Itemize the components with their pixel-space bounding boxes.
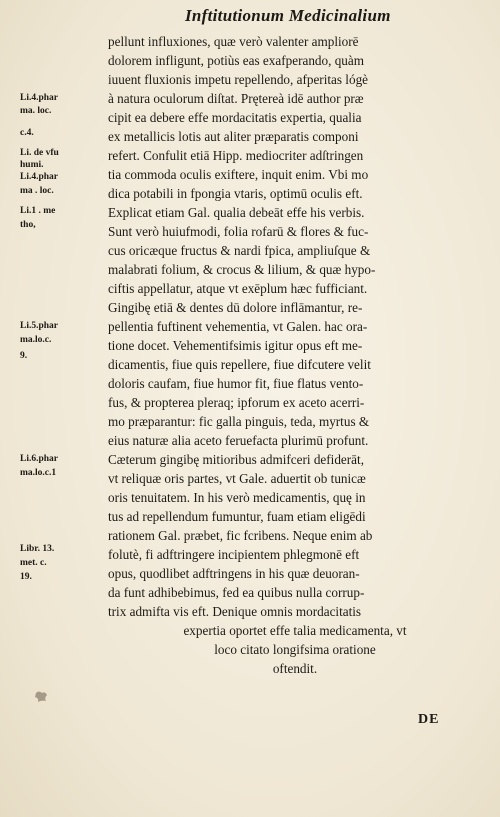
margin-note: 9.: [20, 351, 28, 361]
text-line: tia commoda oculis exiftere, inquit enim. Vbi mo: [108, 167, 369, 182]
ink-blot-mark: [33, 688, 51, 704]
catchword: DE: [418, 712, 440, 727]
text-line-centered: oftendit.: [272, 661, 318, 676]
text-line: tus ad repellendum fumuntur, fuam etiam eligēdi: [108, 509, 366, 524]
text-line-centered: expertia oportet effe talia medicamenta, vt: [183, 623, 407, 638]
text-line: da funt adhibebimus, fed ea quibus nulla corrup-: [108, 585, 365, 600]
running-header: Inftitutionum Medicinalium: [185, 6, 391, 25]
text-line: pellentia fuftinent vehementia, vt Galen. hac ora-: [108, 319, 368, 334]
margin-note: ma . loc.: [20, 186, 54, 196]
margin-note: Li.6.phar: [20, 454, 59, 464]
text-line: cus oricæque fructus & nardi fpica, ampliuſque &: [108, 243, 371, 258]
text-line: dicamentis, fiue quis repellere, fiue difcutere velit: [108, 357, 371, 372]
text-line: pellunt influxiones, quæ verò valenter ampliorē: [108, 34, 359, 49]
text-line: mo præparantur: fic galla pinguis, teda, myrtus &: [108, 414, 370, 429]
text-line: Cæterum gingibę mitioribus admifceri defiderāt,: [108, 452, 364, 467]
text-line: iuuent fluxionis impetu repellendo, afperitas lógè: [108, 72, 369, 87]
text-line: vt reliquæ oris partes, vt Gale. aduertit ob tunicæ: [108, 471, 366, 486]
margin-note: humi.: [20, 160, 44, 170]
margin-note: c.4.: [20, 128, 34, 138]
margin-note: tho,: [20, 220, 36, 230]
text-line: à natura oculorum diſtat. Prętereà idē author præ: [108, 91, 364, 106]
text-line: Explicat etiam Gal. qualia debeāt effe his verbis.: [108, 205, 365, 220]
margin-note: Libr. 13.: [20, 544, 55, 554]
text-line: dica potabili in fpongia vtaris, optimū oculis eft.: [108, 186, 363, 201]
margin-note: Li.1 . me: [20, 206, 56, 216]
margin-note: ma. loc.: [20, 106, 52, 116]
text-line: dolorem infligunt, potiùs eas exafperando, quàm: [108, 53, 364, 68]
text-line: ciftis appellatur, atque vt exēplum hæc fufficiant.: [108, 281, 368, 296]
text-line: opus, quodlibet adftringens in his quæ deuoran-: [108, 566, 360, 581]
margin-note: Li. de vfu: [20, 148, 59, 158]
text-line: malabrati folium, & crocus & lilium, & quæ hypo-: [108, 262, 376, 277]
text-line: Gingibę etiā & dentes dū dolore inflāmantur, re-: [108, 300, 363, 315]
text-line: rationem Gal. præbet, fic fcribens. Neque enim ab: [108, 528, 373, 543]
text-line: eius naturæ alia aceto feruefacta plurimū profunt.: [108, 433, 369, 448]
margin-note: Li.4.phar: [20, 172, 59, 182]
margin-note: ma.lo.c.1: [20, 468, 57, 478]
text-line-centered: loco citato longifsima oratione: [214, 642, 376, 657]
text-line: trix admifta vis eft. Denique omnis mordacitatis: [108, 604, 362, 619]
margin-note: Li.5.phar: [20, 321, 59, 331]
text-line: oris tenuitatem. In his verò medicamentis, quę in: [108, 490, 366, 505]
text-line: tione docet. Vehementifsimis igitur opus eft me-: [108, 338, 363, 353]
text-line: folutè, fi adftringere incipientem phlegmonē eft: [108, 547, 360, 562]
text-line: ex metallicis lotis aut aliter præparatis componi: [108, 129, 359, 144]
margin-note: met. c.: [20, 558, 47, 568]
text-line: Sunt verò huiufmodi, folia rofarū & flores & fuc-: [108, 224, 369, 239]
text-line: refert. Confulit etiā Hipp. mediocriter adſtringen: [108, 148, 364, 163]
margin-note: 19.: [20, 572, 32, 582]
margin-note: ma.lo.c.: [20, 335, 52, 345]
margin-note: Li.4.phar: [20, 93, 59, 103]
text-line: cipit ea debere effe mordacitatis expertia, qualia: [108, 110, 362, 125]
text-line: fus, & propterea pleraq; ipforum ex aceto acerri-: [108, 395, 365, 410]
text-line: doloris caufam, fiue humor fit, fiue flatus vento-: [108, 376, 364, 391]
